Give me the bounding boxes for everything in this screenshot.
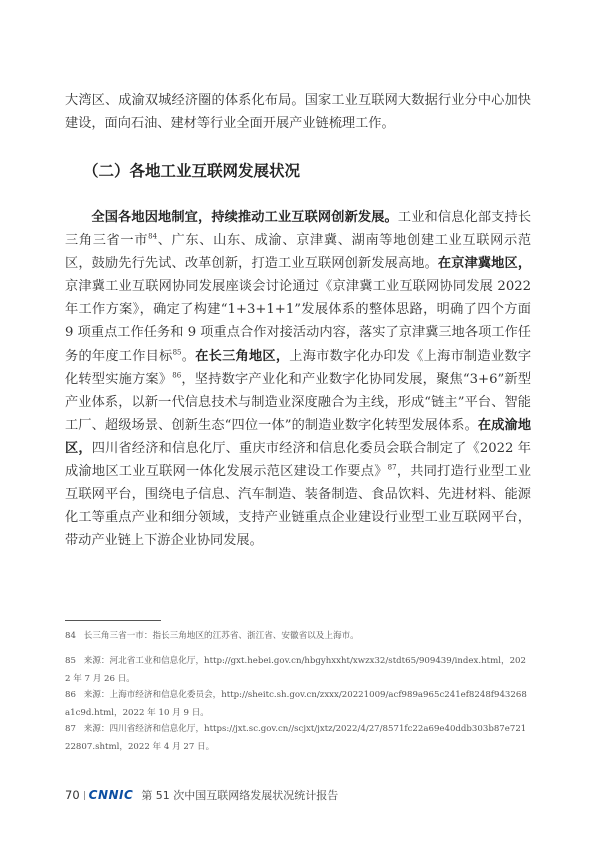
text-run: 京津冀工业互联网协同发展座谈会讨论通过《京津冀工业互联网协同发展 2022 年工作方案》，确定了构建“1+3+1+1”发展体系的整体思路，明确了四个方面 9 项重点工作任务和 9 项重点合作对接活动内容，落实了京津冀三地各项工作任务的年度工作目标 bbox=[65, 279, 531, 364]
page-number: 70 bbox=[65, 788, 80, 802]
footnote-ref-84[interactable]: 84 bbox=[148, 232, 158, 241]
footnote-text: 长三角三省一市：指长三角地区的江苏省、浙江省、安徽省以及上海市。 bbox=[83, 631, 359, 641]
report-title: 第 51 次中国互联网络发展状况统计报告 bbox=[141, 789, 339, 802]
footnote-text: 来源：上海市经济和信息化委员会，http://sheitc.sh.gov.cn/zxxx/20221009/acf989a965c241ef8248f943268a1c9d.html，2022 年 10 月 9 日。 bbox=[65, 690, 527, 718]
footnote-ref-85[interactable]: 85 bbox=[172, 348, 182, 357]
text-run: 、广东、山东、成渝、京津冀、湖南等地创建工业互联网示范区，鼓励先行先试、改革创新，打造工业互联网创新发展高地。 bbox=[65, 233, 532, 272]
paragraph-continued: 大湾区、成渝双城经济圈的体系化布局。国家工业互联网大数据行业分中心加快建设，面向石油、建材等行业全面开展产业链梳理工作。 bbox=[65, 93, 531, 132]
text-run: 四川省经济和信息化厅、重庆市经济和信息化委员会联合制定了《2022 年成渝地区工业互联网一体化发展示范区建设工作要点》 bbox=[65, 440, 531, 480]
cnnic-logo: CNNIC bbox=[88, 788, 134, 802]
text-run: 上海市数字化办印发《上海市制造业数字化转型实施方案》 bbox=[65, 348, 532, 387]
bold-lead-sentence: 全国各地因地制宜，持续推动工业互联网创新发展。 bbox=[91, 210, 398, 225]
text-run: 工业和信息化部支持长三角三省一市 bbox=[65, 210, 532, 249]
footnote-number: 84 bbox=[65, 631, 76, 641]
bold-region-jingjinji: 在京津冀地区， bbox=[437, 256, 532, 272]
footer-separator bbox=[84, 791, 85, 800]
page-footer bbox=[65, 785, 338, 805]
footnote-number: 87 bbox=[65, 724, 76, 734]
footnote-number: 85 bbox=[65, 656, 76, 666]
text-run: 。 bbox=[181, 348, 196, 364]
footnote-84 bbox=[65, 627, 531, 645]
paragraph-regional-development bbox=[65, 206, 531, 552]
footnote-87 bbox=[65, 720, 531, 756]
footnote-number: 86 bbox=[65, 690, 76, 700]
footnote-86 bbox=[65, 686, 531, 722]
section-heading: （二）各地工业互联网发展状况 bbox=[83, 162, 301, 180]
footnote-divider bbox=[65, 620, 161, 621]
text-run: ，坚持数字产业化和产业数字化协同发展，聚焦“3+6”新型产业体系，以新一代信息技术与制造业深度融合为主线，形成“链主”平台、智能工厂、超级场景、创新生态“四位一体”的制造业数字化转型发展体系。 bbox=[65, 371, 532, 433]
footnote-text: 来源：河北省工业和信息化厅，http://gxt.hebei.gov.cn/hbgyhxxht/xwzx32/stdt65/909439/index.html，2022 年 7 月 26 日。 bbox=[65, 656, 526, 684]
text-run: ，共同打造行业型工业互联网平台，围绕电子信息、汽车制造、装备制造、食品饮料、先进材料、能源化工等重点产业和细分领域，支持产业链重点企业建设行业型工业互联网平台，带动产业链上下游企业协同发展。 bbox=[65, 464, 532, 549]
footnote-text: 来源：四川省经济和信息化厅，https://jxt.sc.gov.cn//scjxt/jxtz/2022/4/27/8571fc22a69e40ddb303b87e72122807.shtml，2022 年 4 月 27 日。 bbox=[65, 724, 527, 752]
footnote-ref-87[interactable]: 87 bbox=[387, 463, 397, 472]
bold-region-chengyu: 在成渝地区， bbox=[65, 417, 532, 456]
footnote-ref-86[interactable]: 86 bbox=[172, 371, 182, 380]
footnote-85 bbox=[65, 652, 531, 688]
bold-region-yangtze-delta: 在长三角地区， bbox=[195, 348, 290, 364]
